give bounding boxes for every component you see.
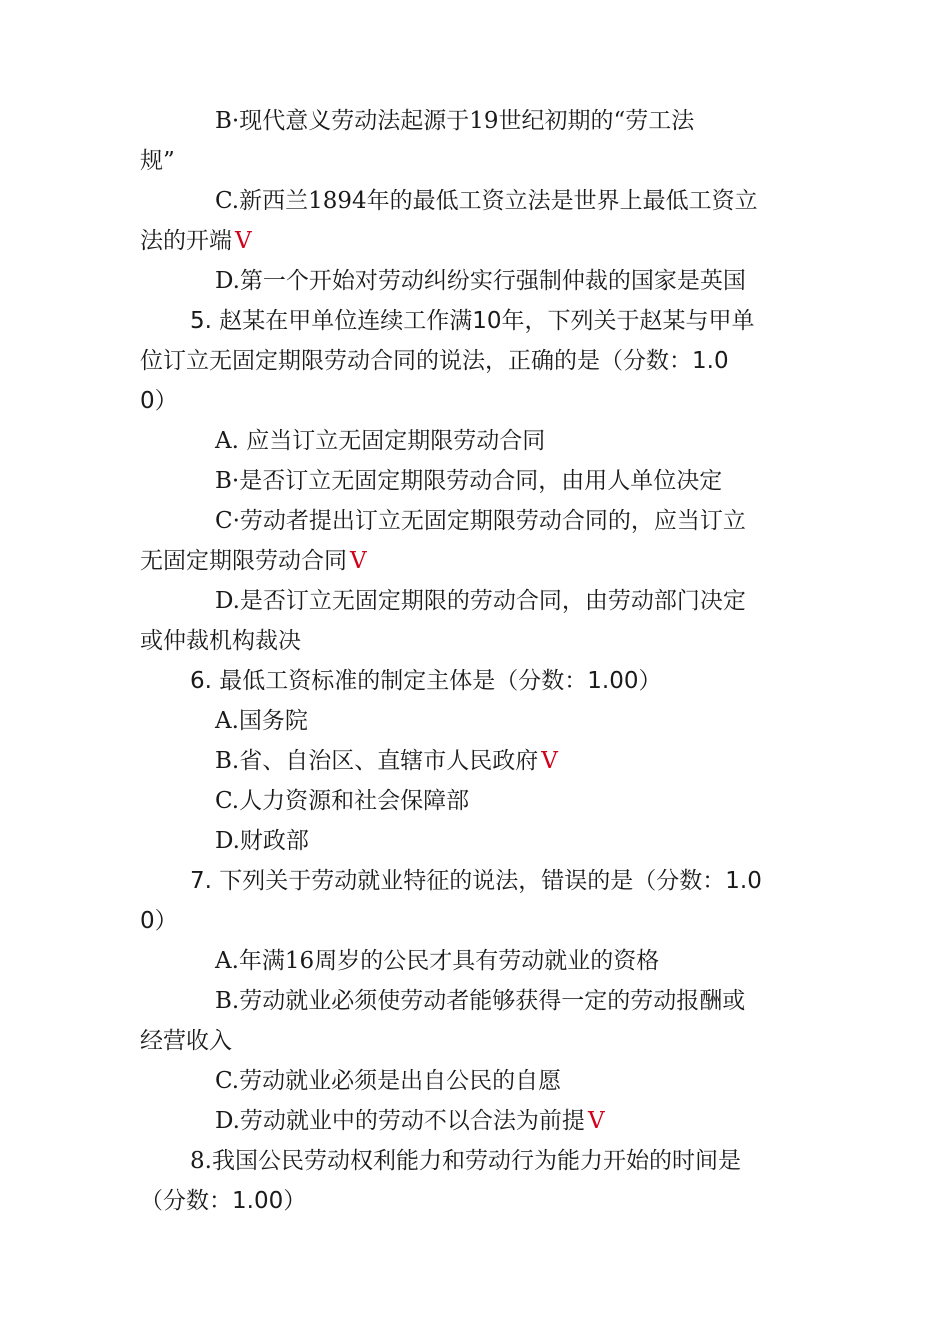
- line-text: B·现代意义劳动法起源于19世纪初期的“劳工法: [215, 108, 695, 134]
- line-text: D.劳动就业中的劳动不以合法为前提: [215, 1108, 585, 1134]
- question-6: [190, 666, 880, 696]
- correct-answer-mark: V: [541, 748, 558, 774]
- line-text: 0）: [140, 908, 178, 934]
- line-text: C·劳动者提出订立无固定期限劳动合同的，应当订立: [215, 508, 746, 534]
- line-text: A.国务院: [215, 708, 308, 734]
- line-text: 6. 最低工资标准的制定主体是（分数：1.00）: [190, 668, 662, 694]
- option-5d-line2: [140, 626, 830, 656]
- option-4d-line1: [215, 266, 905, 296]
- line-text: C.劳动就业必须是出自公民的自愿: [215, 1068, 562, 1094]
- option-6a: [215, 706, 905, 736]
- question-5-line1: [190, 306, 880, 336]
- line-text: B.省、自治区、直辖市人民政府: [215, 748, 539, 774]
- question-5-line2: [140, 346, 830, 376]
- option-6d: [215, 826, 905, 856]
- line-text: 无固定期限劳动合同: [140, 548, 347, 574]
- correct-answer-mark: V: [350, 548, 367, 574]
- line-text: D.第一个开始对劳动纠纷实行强制仲裁的国家是英国: [215, 268, 746, 294]
- line-text: D.是否订立无固定期限的劳动合同，由劳动部门决定: [215, 588, 746, 614]
- question-5-line3: [140, 386, 830, 416]
- line-text: 5. 赵某在甲单位连续工作满10年，下列关于赵某与甲单: [190, 308, 755, 334]
- line-text: B·是否订立无固定期限劳动合同，由用人单位决定: [215, 468, 723, 494]
- line-text: 规”: [140, 148, 175, 174]
- option-5a: [215, 426, 905, 456]
- line-text: 或仲裁机构裁决: [140, 628, 301, 654]
- option-4b-line2: [140, 146, 830, 176]
- line-text: D.财政部: [215, 828, 309, 854]
- line-text: C.新西兰1894年的最低工资立法是世界上最低工资立: [215, 188, 758, 214]
- question-7-line2: [140, 906, 830, 936]
- option-5c-line2: [140, 546, 830, 576]
- option-5b: [215, 466, 905, 496]
- line-text: C.人力资源和社会保障部: [215, 788, 470, 814]
- line-text: A. 应当订立无固定期限劳动合同: [215, 428, 546, 454]
- line-text: 7. 下列关于劳动就业特征的说法，错误的是（分数：1.0: [190, 868, 762, 894]
- option-6b: [215, 746, 905, 776]
- correct-answer-mark: V: [587, 1108, 605, 1134]
- option-6c: [215, 786, 905, 816]
- line-text: 0）: [140, 388, 178, 414]
- question-8-line1: [190, 1146, 880, 1176]
- option-4b-line1: [215, 106, 905, 136]
- option-5d-line1: [215, 586, 905, 616]
- option-7b-line1: [215, 986, 905, 1016]
- option-7b-line2: [140, 1026, 830, 1056]
- line-text: （分数：1.00）: [140, 1188, 307, 1214]
- line-text: B.劳动就业必须使劳动者能够获得一定的劳动报酬或: [215, 988, 746, 1014]
- line-text: 8.我国公民劳动权利能力和劳动行为能力开始的时间是: [190, 1148, 741, 1174]
- option-4c-line1: [215, 186, 905, 216]
- line-text: 经营收入: [140, 1028, 232, 1054]
- option-5c-line1: [215, 506, 905, 536]
- line-text: 位订立无固定期限劳动合同的说法，正确的是（分数：1.0: [140, 348, 729, 374]
- option-7d: [215, 1106, 905, 1136]
- line-text: A.年满16周岁的公民才具有劳动就业的资格: [215, 948, 660, 974]
- option-4c-line2: [140, 226, 830, 256]
- line-text: 法的开端: [140, 228, 232, 254]
- question-8-line2: [140, 1186, 830, 1216]
- option-7a: [215, 946, 905, 976]
- correct-answer-mark: V: [235, 228, 252, 254]
- question-7-line1: [190, 866, 880, 896]
- option-7c: [215, 1066, 905, 1096]
